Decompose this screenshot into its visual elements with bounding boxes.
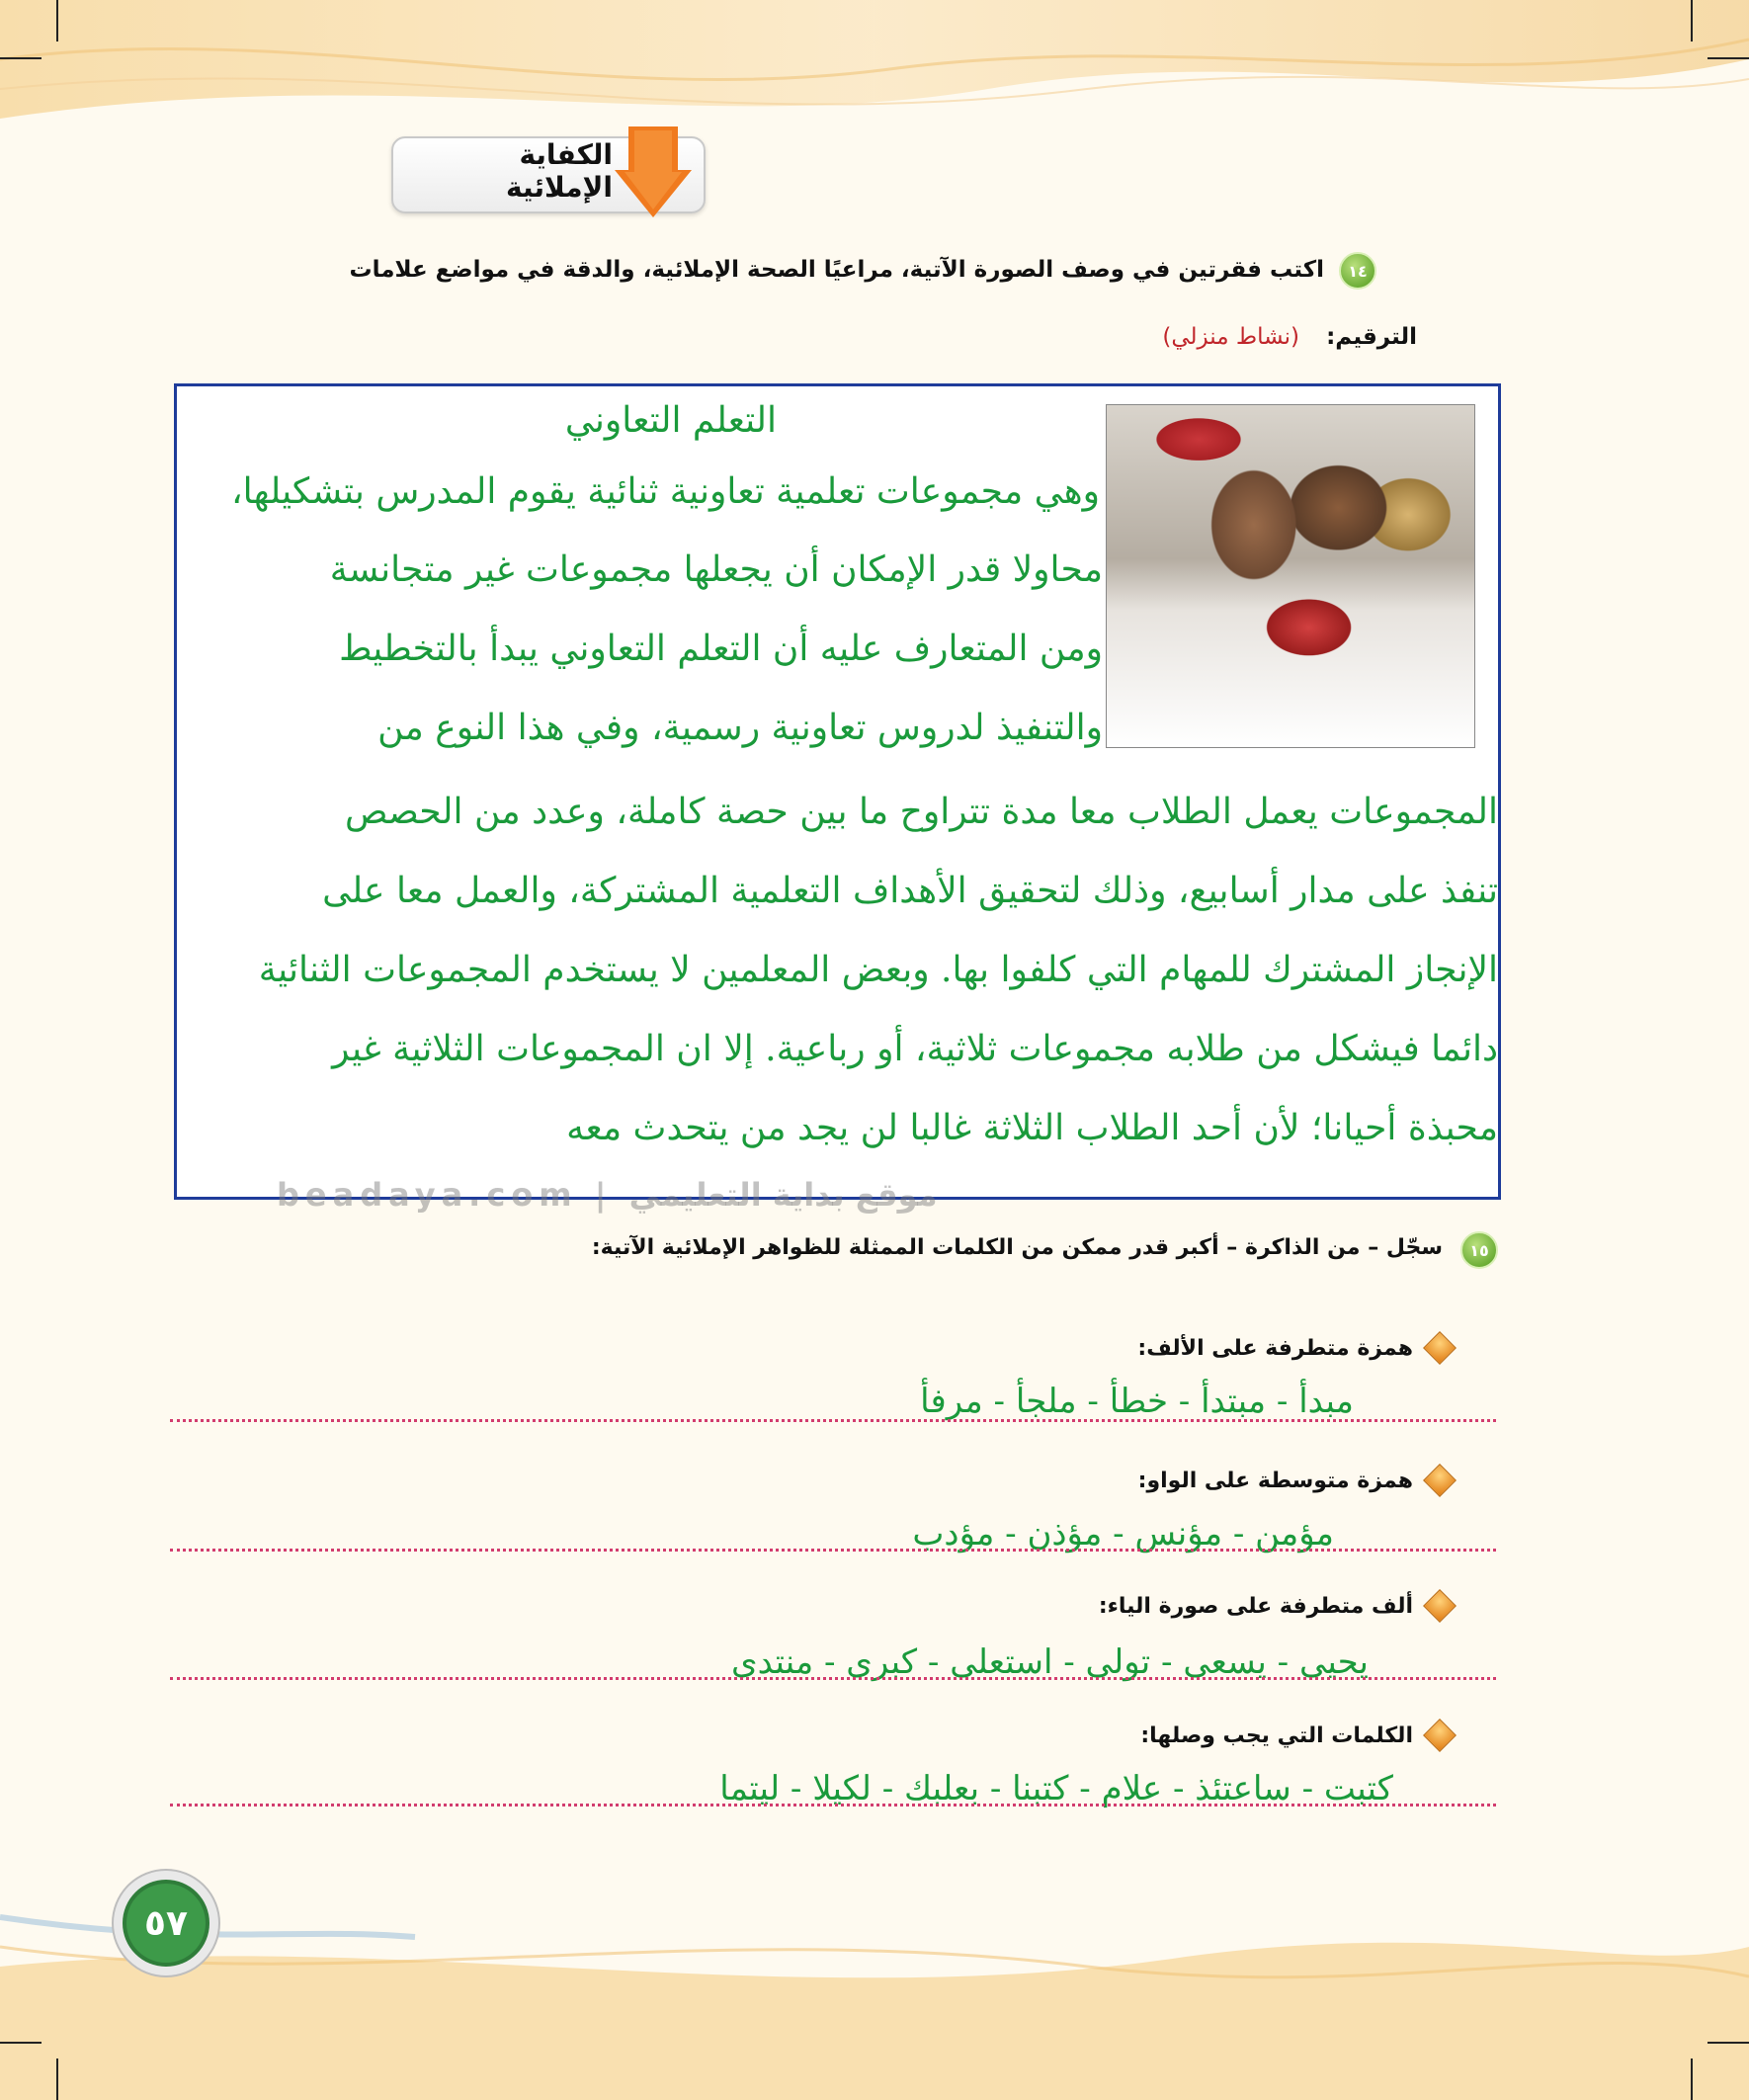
answer-line: دائما فيشكل من طلابه مجموعات ثلاثية، أو رباعية. إلا ان المجموعات الثلاثية غير <box>332 1029 1498 1069</box>
crop-mark <box>1707 2042 1749 2044</box>
category-answer: كتبت - ساعتئذ - علام - كتبنا - بعلبك - لكيلا - ليتما <box>719 1769 1393 1808</box>
crop-mark <box>0 2042 42 2044</box>
category-label: همزة متطرفة على الألف: <box>1137 1336 1413 1361</box>
crop-mark <box>56 0 58 42</box>
category-answer: مبدأ - مبتدأ - خطأ - ملجأ - مرفأ <box>920 1382 1354 1421</box>
category-answer: مؤمن - مؤنس - مؤذن - مؤدب <box>912 1514 1334 1554</box>
students-photo <box>1106 404 1475 748</box>
question-15-text: سجّل – من الذاكرة – أكبر قدر ممكن من الكلمات الممثلة للظواهر الإملائية الآتية: <box>591 1235 1443 1260</box>
answer-line: والتنفيذ لدروس تعاونية رسمية، وفي هذا النوع من <box>377 708 1103 748</box>
category-label: الكلمات التي يجب وصلها: <box>1140 1723 1413 1748</box>
question-14-text: اكتب فقرتين في وصف الصورة الآتية، مراعيًا الصحة الإملائية، والدقة في مواضع علامات <box>349 257 1324 283</box>
page-number: ٥٧ <box>144 1902 188 1944</box>
diamond-bullet-icon <box>1423 1331 1457 1365</box>
answer-line: وهي مجموعات تعلمية تعاونية ثنائية يقوم المدرس بتشكيلها، <box>231 471 1100 512</box>
answer-title: التعلم التعاوني <box>564 400 777 441</box>
diamond-bullet-icon <box>1423 1719 1457 1752</box>
home-activity-note: (نشاط منزلي) <box>1162 324 1299 350</box>
down-arrow-icon <box>615 126 692 217</box>
question-number-badge: ١٤ <box>1339 252 1376 290</box>
category-label: همزة متوسطة على الواو: <box>1137 1469 1413 1493</box>
watermark: beadaya.com | موقع بداية التعليمي <box>277 1176 938 1214</box>
answer-dotted-line <box>170 1549 1496 1552</box>
answer-line: محاولا قدر الإمكان أن يجعلها مجموعات غير متجانسة <box>329 549 1103 590</box>
answer-line: تنفذ على مدار أسابيع، وذلك لتحقيق الأهداف التعلمية المشتركة، والعمل معا على <box>322 871 1498 911</box>
crop-mark <box>0 57 42 59</box>
crop-mark <box>1691 0 1693 42</box>
answer-line: ومن المتعارف عليه أن التعلم التعاوني يبدأ بالتخطيط <box>339 629 1103 669</box>
answer-dotted-line <box>170 1677 1496 1680</box>
answer-line: محبذة أحيانا؛ لأن أحد الطلاب الثلاثة غالبا لن يجد من يتحدث معه <box>566 1108 1498 1148</box>
diamond-bullet-icon <box>1423 1589 1457 1623</box>
section-header-title: الكفاية الإملائية <box>506 138 613 204</box>
diamond-bullet-icon <box>1423 1464 1457 1497</box>
crop-mark <box>56 2058 58 2100</box>
answer-line: المجموعات يعمل الطلاب معا مدة تتراوح ما بين حصة كاملة، وعدد من الحصص <box>344 792 1498 832</box>
category-label: ألف متطرفة على صورة الياء: <box>1098 1594 1413 1619</box>
bottom-wave-decoration <box>0 1907 1749 2100</box>
answer-box <box>174 383 1501 1200</box>
question-14-label: الترقيم: <box>1326 324 1417 350</box>
question-number-badge: ١٥ <box>1460 1231 1498 1269</box>
answer-line: الإنجاز المشترك للمهام التي كلفوا بها. وبعض المعلمين لا يستخدم المجموعات الثنائية <box>258 950 1498 990</box>
answer-dotted-line <box>170 1419 1496 1422</box>
crop-mark <box>1691 2058 1693 2100</box>
crop-mark <box>1707 57 1749 59</box>
answer-dotted-line <box>170 1804 1496 1806</box>
top-wave-decoration <box>0 0 1749 204</box>
category-answer: يحيى - يسعى - تولى - استعلى - كبرى - منتدى <box>731 1642 1369 1682</box>
